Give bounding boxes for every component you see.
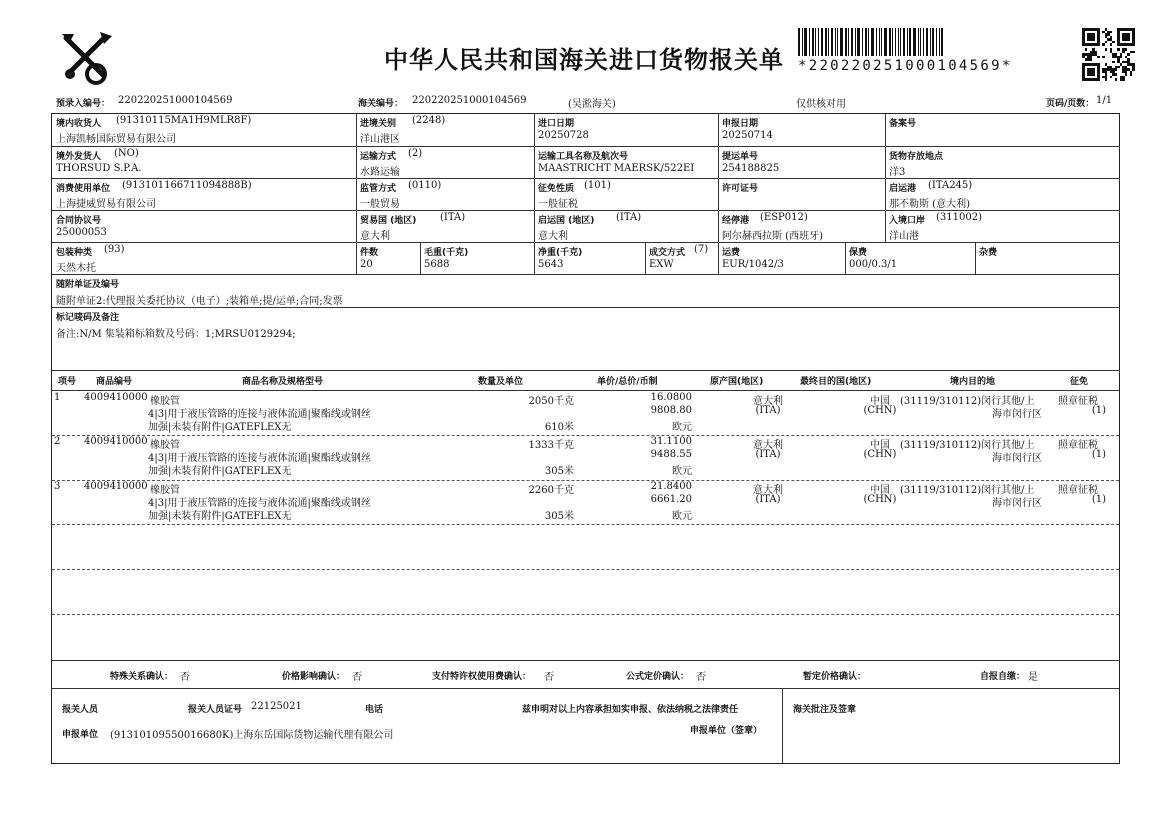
item-origin-code: (ITA) [755,405,781,416]
royalty-value: 否 [544,672,554,683]
gross-label: 毛重(千克) [424,248,469,258]
docs-label: 随附单证及编号 [56,280,120,290]
col-price: 单价/总价/币制 [597,377,658,387]
prerecord-label: 预录入编号： [56,99,111,109]
item-dest-code: (CHN) [863,494,897,505]
item-levy1: 照章征税 [1058,485,1098,496]
departure-label: 启运港 [889,184,917,194]
supervision-label: 监管方式 [360,184,397,194]
item-domestic2: 海市闵行区 [992,498,1042,509]
item-levy2: (1) [1091,494,1106,505]
item-spec1: 4|3|用于液压管路的连接与液体流通|聚酯线或钢丝 [148,409,371,420]
item-total-price: 9488.55 [650,449,692,460]
insurance-label: 保费 [849,248,868,258]
prerecord-no: 220220251000104569 [118,95,233,106]
vessel-value: MAASTRICHT MAERSK/522EI [538,163,695,174]
net-value: 5643 [538,259,564,270]
port-label: 进境关别 [360,119,397,129]
self-label: 自报自缴： [980,672,1026,682]
pieces-value: 20 [360,259,373,270]
item-qty2: 610米 [544,422,574,433]
insurance-value: 000/0.3/1 [849,259,898,270]
item-unit-price: 31.1100 [650,436,692,447]
item-qty1: 1333千克 [528,440,574,451]
transport-name: 水路运输 [360,167,400,178]
item-levy2: (1) [1091,405,1106,416]
declarer-no: 22125021 [251,701,302,712]
item-spec2: 加强|未装有附件|GATEFLEX无 [148,511,292,522]
gross-value: 5688 [424,259,450,270]
col-levy: 征免 [1070,377,1089,387]
document-title: 中华人民共和国海关进口货物报关单 [384,46,784,74]
barcode [798,28,1064,74]
qr-code-icon [1082,28,1135,81]
packing-code: (93) [104,244,125,255]
item-dest: 中国 [870,396,890,407]
record-label: 备案号 [889,119,917,129]
contract-value: 25000053 [56,227,107,238]
levy-label: 征免性质 [538,184,575,194]
bl-label: 提运单号 [722,152,759,162]
item-domestic2: 海市闵行区 [992,409,1042,420]
page-value: 1/1 [1096,95,1113,106]
item-spec2: 加强|未装有附件|GATEFLEX无 [148,422,292,433]
item-levy1: 照章征税 [1058,396,1098,407]
entry-port-label: 入境口岸 [889,216,926,226]
item-origin: 意大利 [753,440,783,451]
packing-name: 天然木托 [56,263,96,274]
customs-emblem-logo [56,28,116,88]
origin-country-label: 启运国 (地区) [538,216,595,226]
marks-value: 备注:N/M 集装箱标箱数及号码：1;MRSU0129294; [56,329,296,340]
col-origin: 原产国(地区) [710,377,764,387]
import-date: 20250728 [538,130,589,141]
unit-value: (91310109550016680K)上海东岳国际货物运输代理有限公司 [110,730,394,741]
item-spec1: 4|3|用于液压管路的连接与液体流通|聚酯线或钢丝 [148,498,371,509]
pieces-label: 件数 [360,248,379,258]
col-code: 商品编号 [96,377,133,387]
supervision-code: (0110) [408,180,442,191]
port-name: 洋山港区 [360,134,400,145]
item-origin: 意大利 [753,485,783,496]
price-confirm-value: 否 [352,672,362,683]
item-seq: 3 [54,481,61,492]
consignee-code: (91310115MA1H9MLR8F) [116,115,252,126]
customs-office: (吴淞海关) [568,99,616,110]
consignee-name: 上海凯畅国际贸易有限公司 [56,134,176,145]
docs-value: 随附单证2:代理报关委托协议（电子）;装箱单;提/运单;合同;发票 [56,296,343,307]
col-dest: 最终目的国(地区) [800,377,872,387]
storage-value: 洋3 [889,167,906,178]
unit-stamp-label: 申报单位（签章） [690,726,763,736]
deal-label: 成交方式 [649,248,686,258]
item-origin-code: (ITA) [755,494,781,505]
self-value: 是 [1028,672,1038,683]
declarer-label: 报关人员 [62,705,99,715]
shipper-label: 境外发货人 [56,152,102,162]
levy-name: 一般征税 [538,199,578,210]
freight-label: 运费 [722,248,741,258]
item-unit-price: 16.0800 [650,392,692,403]
deal-value: EXW [649,259,674,270]
consignee-label: 境内收货人 [56,119,102,129]
entry-port-name: 洋山港 [889,231,919,242]
item-domestic1: (31119/310112)闵行其他/上 [900,440,1035,451]
check-note: 仅供核对用 [796,99,846,110]
declarer-no-label: 报关人员证号 [188,705,243,715]
contract-label: 合同协议号 [56,216,102,226]
trade-country-name: 意大利 [360,231,390,242]
trade-country-code: (ITA) [440,212,466,223]
item-levy1: 照章征税 [1058,440,1098,451]
special-value: 否 [180,672,190,683]
item-name: 橡胶管 [150,440,180,451]
customs-no: 220220251000104569 [412,95,527,106]
origin-country-name: 意大利 [538,231,568,242]
price-confirm-label: 价格影响确认： [282,672,346,682]
item-origin: 意大利 [753,396,783,407]
import-date-label: 进口日期 [538,119,575,129]
item-origin-code: (ITA) [755,449,781,460]
item-code: 4009410000 [84,436,148,447]
col-seq: 项号 [58,377,77,387]
entry-port-code: (311002) [936,212,982,223]
barcode-text: *220220251000104569* [798,58,1013,74]
bl-value: 254188825 [722,163,780,174]
item-currency: 欧元 [672,466,692,477]
item-qty1: 2260千克 [528,485,574,496]
declare-date: 20250714 [722,130,773,141]
transport-label: 运输方式 [360,152,397,162]
item-dest: 中国 [870,485,890,496]
item-seq: 2 [54,436,61,447]
formula-label: 公式定价确认： [626,672,690,682]
departure-name: 那不勒斯 (意大利) [889,199,970,210]
item-name: 橡胶管 [150,396,180,407]
user-name: 上海捷威贸易有限公司 [56,199,156,210]
transit-name: 阿尔赫西拉斯 (西班牙) [722,231,823,242]
customs-sign-label: 海关批注及签章 [793,705,857,715]
col-name: 商品名称及规格型号 [242,377,324,387]
net-label: 净重(千克) [538,248,583,258]
col-qty: 数量及单位 [478,377,524,387]
formula-value: 否 [696,672,706,683]
item-code: 4009410000 [84,392,148,403]
item-dest-code: (CHN) [863,405,897,416]
unit-label: 申报单位 [62,730,99,740]
phone-label: 电话 [365,705,384,715]
statement: 兹申明对以上内容承担如实申报、依法纳税之法律责任 [522,705,739,715]
royalty-label: 支付特许权使用费确认： [432,672,532,682]
item-domestic1: (31119/310112)闵行其他/上 [900,396,1035,407]
supervision-name: 一般贸易 [360,199,400,210]
item-domestic2: 海市闵行区 [992,453,1042,464]
item-name: 橡胶管 [150,485,180,496]
user-code: (913101166711094888B) [122,180,252,191]
shipper-name: THORSUD S.P.A. [56,163,142,174]
user-label: 消费使用单位 [56,184,111,194]
storage-label: 货物存放地点 [889,152,944,162]
item-currency: 欧元 [672,422,692,433]
item-unit-price: 21.8400 [650,481,692,492]
deal-code: (7) [694,244,709,255]
shipper-code: (NO) [114,148,139,159]
item-dest-code: (CHN) [863,449,897,460]
transport-code: (2) [408,148,423,159]
item-qty1: 2050千克 [528,396,574,407]
levy-code: (101) [584,180,611,191]
transit-code: (ESP012) [760,212,808,223]
marks-label: 标记唛码及备注 [56,313,120,323]
col-domestic: 境内目的地 [950,377,996,387]
item-total-price: 9808.80 [650,405,692,416]
item-dest: 中国 [870,440,890,451]
misc-label: 杂费 [979,248,998,258]
departure-code: (ITA245) [928,180,973,191]
item-domestic1: (31119/310112)闵行其他/上 [900,485,1035,496]
license-label: 许可证号 [722,184,759,194]
origin-country-code: (ITA) [616,212,642,223]
item-levy2: (1) [1091,449,1106,460]
item-spec2: 加强|未装有附件|GATEFLEX无 [148,466,292,477]
vessel-label: 运输工具名称及航次号 [538,152,629,162]
item-code: 4009410000 [84,481,148,492]
special-label: 特殊关系确认： [110,672,174,682]
port-code: (2248) [412,115,446,126]
item-qty2: 305米 [544,466,574,477]
freight-value: EUR/1042/3 [722,259,784,270]
item-total-price: 6661.20 [650,494,692,505]
item-qty2: 305米 [544,511,574,522]
trade-country-label: 贸易国 (地区) [360,216,417,226]
item-currency: 欧元 [672,511,692,522]
declare-date-label: 申报日期 [722,119,759,129]
packing-label: 包装种类 [56,248,93,258]
provisional-label: 暂定价格确认： [803,672,867,682]
page-label: 页码/页数： [1046,99,1095,109]
item-spec1: 4|3|用于液压管路的连接与液体流通|聚酯线或钢丝 [148,453,371,464]
item-seq: 1 [54,392,61,403]
transit-label: 经停港 [722,216,750,226]
customs-no-label: 海关编号： [358,99,404,109]
